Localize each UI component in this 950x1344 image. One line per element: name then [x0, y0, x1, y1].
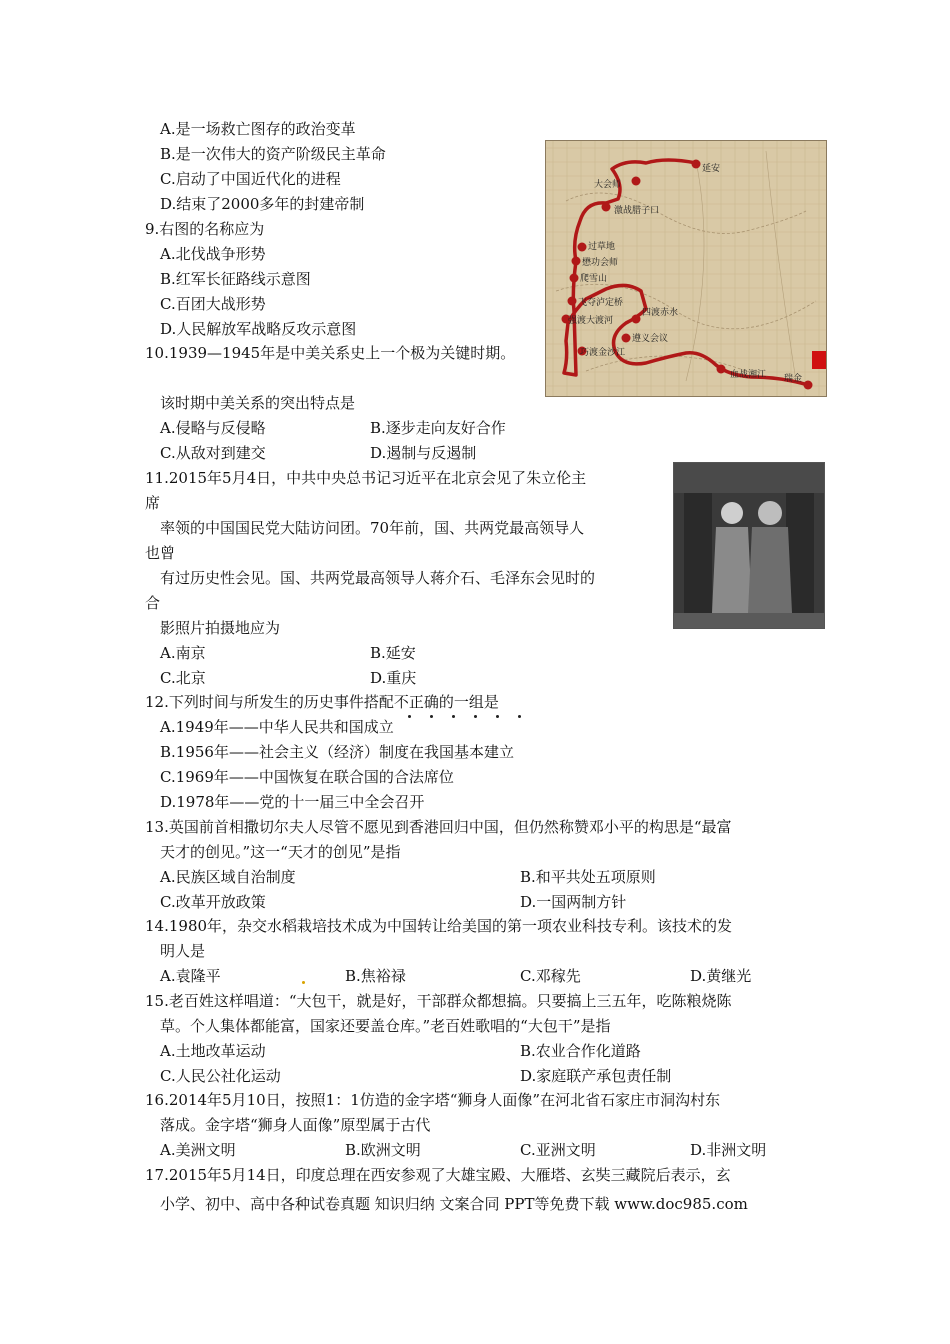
q11-option-b: B.延安	[370, 644, 416, 662]
emphasis-dots	[400, 715, 540, 721]
q13-option-a: A.民族区域自治制度	[160, 868, 296, 886]
q9-stem: 9.右图的名称应为	[145, 220, 265, 238]
map-label: 血战湘江	[730, 369, 767, 379]
q11-line-2: 席	[145, 494, 161, 512]
q16-option-d: D.非洲文明	[690, 1141, 767, 1159]
map-graphic	[546, 141, 826, 396]
yellow-mark	[302, 981, 305, 984]
historical-photo	[673, 462, 825, 629]
footer-text: 小学、初中、高中各种试卷真题 知识归纳 文案合同 PPT等免费下载 www.doc985.com	[160, 1195, 748, 1213]
q11-option-d: D.重庆	[370, 669, 417, 687]
q8-option-b: B.是一次伟大的资产阶级民主革命	[160, 145, 386, 163]
map-label: 遵义会议	[632, 333, 669, 343]
q12-option-a: A.1949年——中华人民共和国成立	[160, 718, 394, 736]
q12-option-c: C.1969年——中国恢复在联合国的合法席位	[160, 768, 454, 786]
map-label: 激战腊子口	[614, 205, 660, 215]
q16-option-b: B.欧洲文明	[345, 1141, 421, 1159]
map-dot	[632, 315, 641, 324]
map-dot	[578, 243, 587, 252]
q13-line-1: 13.英国前首相撒切尔夫人尽管不愿见到香港回归中国，但仍然称赞邓小平的构思是“最富	[145, 818, 732, 836]
q13-line-2: 天才的创见。”这一“天才的创见”是指	[160, 843, 401, 861]
q11-line-4: 也曾	[145, 544, 176, 562]
q10-option-a: A.侵略与反侵略	[160, 419, 266, 437]
map-label: 延安	[702, 163, 721, 173]
q8-option-d: D.结束了2000多年的封建帝制	[160, 195, 365, 213]
q15-line-2: 草。个人集体都能富，国家还要盖仓库。”老百姓歌唱的“大包干”是指	[160, 1017, 611, 1035]
long-march-map	[545, 140, 827, 397]
map-dot	[692, 160, 701, 169]
q13-option-b: B.和平共处五项原则	[520, 868, 656, 886]
q8-option-c: C.启动了中国近代化的进程	[160, 170, 341, 188]
q17-line-1: 17.2015年5月14日，印度总理在西安参观了大雄宝殿、大雁塔、玄奘三藏院后表示，玄	[145, 1166, 731, 1184]
q16-option-a: A.美洲文明	[160, 1141, 236, 1159]
q10-option-d: D.遏制与反遏制	[370, 444, 477, 462]
q10-option-b: B.逐步走向友好合作	[370, 419, 506, 437]
map-label: 强渡大渡河	[568, 315, 614, 325]
q10-stem-1: 10.1939—1945年是中美关系史上一个极为关键时期。	[145, 344, 516, 362]
q14-option-b: B.焦裕禄	[345, 967, 406, 985]
q15-line-1: 15.老百姓这样唱道：“大包干，就是好，干部群众都想搞。只要搞上三五年，吃陈粮烧陈	[145, 992, 732, 1010]
q9-option-d: D.人民解放军战略反攻示意图	[160, 320, 357, 338]
q12-option-b: B.1956年——社会主义（经济）制度在我国基本建立	[160, 743, 514, 761]
q16-option-c: C.亚洲文明	[520, 1141, 596, 1159]
q16-line-2: 落成。金字塔“狮身人面像”原型属于古代	[160, 1116, 431, 1134]
q11-line-1: 11.2015年5月4日，中共中央总书记习近平在北京会见了朱立伦主	[145, 469, 587, 487]
q14-option-d: D.黄继光	[690, 967, 752, 985]
q9-option-c: C.百团大战形势	[160, 295, 266, 313]
map-label: 瑞金	[784, 373, 803, 383]
map-label: 大会师	[594, 179, 622, 189]
q12-stem: 12.下列时间与所发生的历史事件搭配不正确的一组是	[145, 693, 499, 711]
map-dot	[632, 177, 641, 186]
q11-line-3: 率领的中国国民党大陆访问团。70年前，国、共两党最高领导人	[160, 519, 585, 537]
map-dot	[804, 381, 813, 390]
q14-line-2: 明人是	[160, 942, 206, 960]
map-label: 过草地	[588, 241, 616, 251]
q10-option-c: C.从敌对到建交	[160, 444, 266, 462]
q12-option-d: D.1978年——党的十一届三中全会召开	[160, 793, 425, 811]
q13-option-d: D.一国两制方针	[520, 893, 627, 911]
map-label: 四渡赤水	[642, 307, 679, 317]
q11-line-7: 影照片拍摄地应为	[160, 619, 281, 637]
q9-option-b: B.红军长征路线示意图	[160, 270, 311, 288]
q15-option-c: C.人民公社化运动	[160, 1067, 281, 1085]
q11-line-5: 有过历史性会见。国、共两党最高领导人蒋介石、毛泽东会见时的	[160, 569, 596, 587]
map-label: 巧渡金沙江	[580, 347, 626, 357]
map-dot	[568, 297, 577, 306]
map-dot	[572, 257, 581, 266]
q9-option-a: A.北伐战争形势	[160, 245, 266, 263]
q13-option-c: C.改革开放政策	[160, 893, 266, 911]
map-label: 飞夺泸定桥	[578, 297, 624, 307]
q14-line-1: 14.1980年，杂交水稻栽培技术成为中国转让给美国的第一项农业科技专利。该技术的发	[145, 917, 733, 935]
q14-option-a: A.袁隆平	[160, 967, 221, 985]
red-flag-icon	[812, 351, 826, 369]
map-label: 懋功会师	[582, 257, 619, 267]
photo-graphic	[674, 463, 824, 628]
q15-option-d: D.家庭联产承包责任制	[520, 1067, 672, 1085]
q15-option-a: A.土地改革运动	[160, 1042, 266, 1060]
map-dot	[570, 274, 579, 283]
map-dot	[622, 334, 631, 343]
map-dot	[602, 203, 611, 212]
q14-option-c: C.邓稼先	[520, 967, 581, 985]
q16-line-1: 16.2014年5月10日，按照1：1仿造的金字塔“狮身人面像”在河北省石家庄市洞沟村东	[145, 1091, 721, 1109]
q11-option-c: C.北京	[160, 669, 206, 687]
map-label: 爬雪山	[580, 273, 608, 283]
map-dot	[717, 365, 726, 374]
q8-option-a: A.是一场救亡图存的政治变革	[160, 120, 356, 138]
q15-option-b: B.农业合作化道路	[520, 1042, 641, 1060]
q11-line-6: 合	[145, 594, 161, 612]
q11-option-a: A.南京	[160, 644, 206, 662]
q10-stem-2: 该时期中美关系的突出特点是	[160, 394, 356, 412]
